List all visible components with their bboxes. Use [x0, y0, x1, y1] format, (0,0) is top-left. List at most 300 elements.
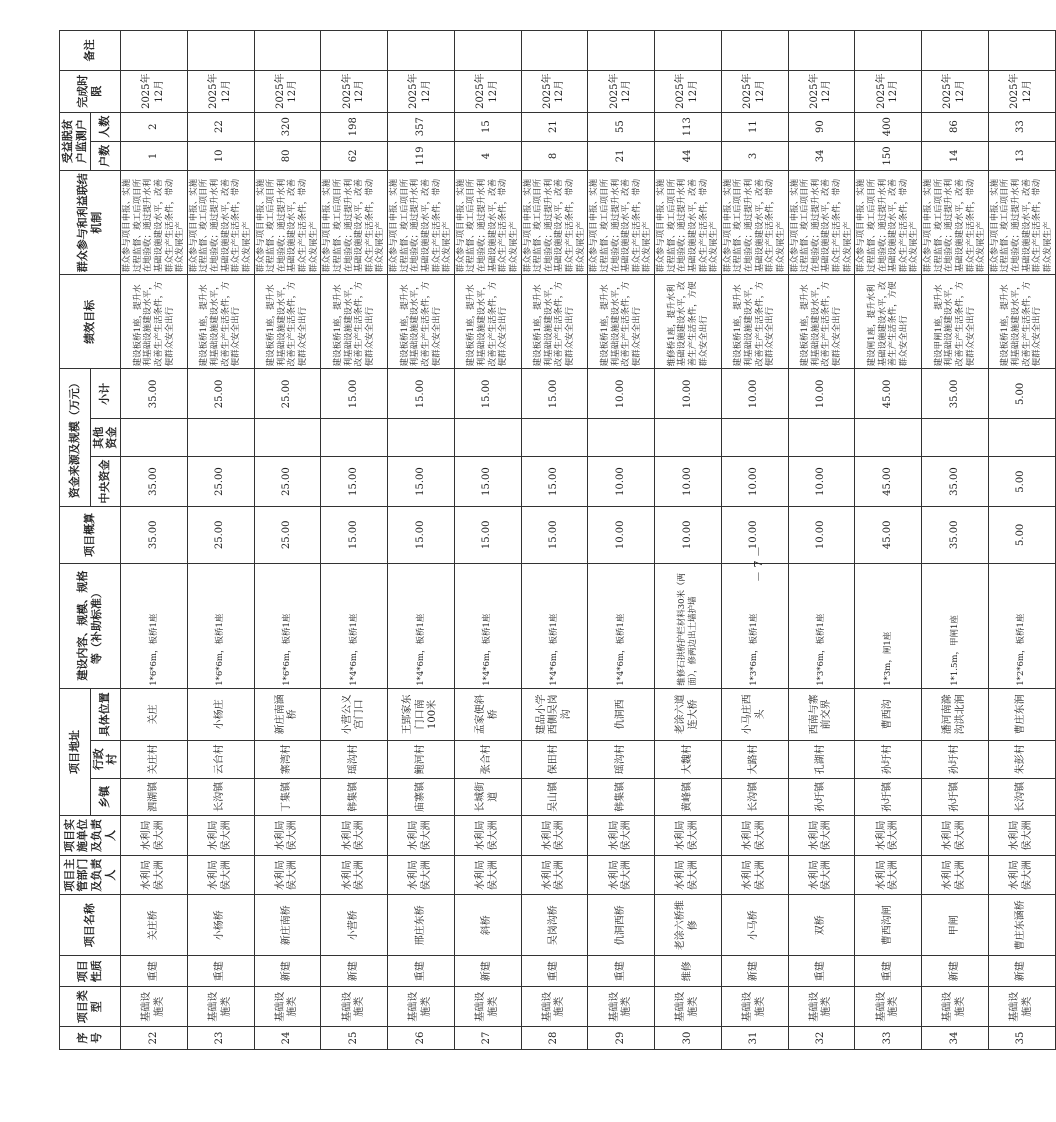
cell-goal: 建设板桥1座，提升水利基础设施建设水平，改善生产生活条件，方便群众安全出行	[988, 275, 1055, 369]
cell-hh: 14	[922, 141, 989, 170]
cell-hh: 80	[254, 141, 321, 170]
cell-deadline: 2025年12月	[521, 70, 588, 112]
table-row	[454, 31, 521, 1050]
header-goal: 绩效目标	[60, 275, 121, 369]
cell-goal: 建设板桥1座，提升水利基础设施建设水平，改善生产生活条件，方便群众安全出行	[187, 275, 254, 369]
cell-site: 仇洞西	[588, 688, 655, 740]
cell-content: 1*6*6m，板桥1座	[121, 563, 188, 688]
cell-other	[988, 419, 1055, 457]
cell-deadline: 2025年12月	[588, 70, 655, 112]
table-row	[855, 31, 922, 1050]
cell-budget: 15.00	[521, 507, 588, 563]
cell-site: 王郢家东门口南100米	[388, 688, 455, 740]
table-row	[187, 31, 254, 1050]
header-town: 乡镇	[90, 778, 121, 816]
header-mechanism: 群众参与和利益联结机制	[60, 171, 121, 275]
cell-subtotal: 10.00	[588, 369, 655, 419]
cell-deadline: 2025年12月	[988, 70, 1055, 112]
cell-subtotal: 45.00	[855, 369, 922, 419]
cell-budget: 10.00	[721, 507, 788, 563]
cell-hh: 21	[588, 141, 655, 170]
cell-central: 15.00	[521, 457, 588, 507]
cell-type: 基础设施类	[254, 987, 321, 1027]
cell-central: 35.00	[922, 457, 989, 507]
cell-site: 小营公义宫门口	[321, 688, 388, 740]
cell-mech: 群众参与项目申报、实施过程监督、竣工后项目所在地验收；通过提升水利基础设施建设水平，改善群众生产生活条件，带动群众发展生产	[121, 171, 188, 275]
cell-remark	[588, 31, 655, 71]
cell-no: 25	[321, 1027, 388, 1050]
cell-village: 孔湖村	[788, 741, 855, 779]
cell-name: 小营桥	[321, 895, 388, 956]
cell-deadline: 2025年12月	[454, 70, 521, 112]
cell-dept: 水利局侯大洲	[521, 855, 588, 895]
cell-content: 1*6*6m，板桥1座	[254, 563, 321, 688]
cell-goal: 建设板桥1座，提升水利基础设施建设水平，改善生产生活条件，方便群众安全出行	[588, 275, 655, 369]
cell-mech: 群众参与项目申报、实施过程监督、竣工后项目所在地验收；通过提升水利基础设施建设水平，改善群众生产生活条件，带动群众发展生产	[855, 171, 922, 275]
cell-type: 基础设施类	[388, 987, 455, 1027]
cell-pp: 22	[187, 112, 254, 141]
cell-content: 1*1.5m，甲闸1座	[922, 563, 989, 688]
cell-town: 韩集镇	[588, 778, 655, 816]
cell-mech: 群众参与项目申报、实施过程监督、竣工后项目所在地验收；通过提升水利基础设施建设水平，改善群众生产生活条件，带动群众发展生产	[588, 171, 655, 275]
cell-budget: 35.00	[922, 507, 989, 563]
cell-central: 10.00	[788, 457, 855, 507]
cell-name: 新庄南桥	[254, 895, 321, 956]
cell-no: 33	[855, 1027, 922, 1050]
cell-remark	[788, 31, 855, 71]
table-row	[655, 31, 722, 1050]
cell-content: 1*3*6m，板桥1座	[788, 563, 855, 688]
cell-pp: 21	[521, 112, 588, 141]
cell-content: 1*4*6m，板桥1座	[521, 563, 588, 688]
cell-town: 长沟镇	[988, 778, 1055, 816]
cell-impl: 水利局侯大洲	[588, 816, 655, 856]
cell-village: 瑶沟村	[321, 741, 388, 779]
cell-remark	[388, 31, 455, 71]
header-site: 具体位置	[90, 688, 121, 740]
cell-type: 基础设施类	[187, 987, 254, 1027]
cell-central: 15.00	[454, 457, 521, 507]
cell-content: 1*4*6m，板桥1座	[388, 563, 455, 688]
cell-name: 曹庄东涵桥	[988, 895, 1055, 956]
cell-name: 老涂六桥维修	[655, 895, 722, 956]
cell-dept: 水利局侯大洲	[721, 855, 788, 895]
cell-other	[855, 419, 922, 457]
cell-nature: 维修	[655, 956, 722, 987]
cell-budget: 5.00	[988, 507, 1055, 563]
cell-town: 泗湖镇	[121, 778, 188, 816]
cell-name: 双桥	[788, 895, 855, 956]
cell-pp: 15	[454, 112, 521, 141]
cell-no: 27	[454, 1027, 521, 1050]
cell-goal: 建设板桥1座，提升水利基础设施建设水平，改善生产生活条件，方便群众安全出行	[454, 275, 521, 369]
cell-remark	[721, 31, 788, 71]
cell-name: 吴岗沟桥	[521, 895, 588, 956]
cell-pp: 86	[922, 112, 989, 141]
cell-other	[521, 419, 588, 457]
cell-hh: 62	[321, 141, 388, 170]
cell-dept: 水利局侯大洲	[855, 855, 922, 895]
header-benefit: 受益脱贫户监测户	[60, 112, 91, 170]
cell-nature: 重建	[521, 956, 588, 987]
cell-dept: 水利局侯大洲	[388, 855, 455, 895]
cell-hh: 8	[521, 141, 588, 170]
cell-nature: 新建	[254, 956, 321, 987]
table-row	[922, 31, 989, 1050]
cell-mech: 群众参与项目申报、实施过程监督、竣工后项目所在地验收；通过提升水利基础设施建设水平，改善群众生产生活条件，带动群众发展生产	[788, 171, 855, 275]
cell-nature: 新建	[988, 956, 1055, 987]
header-households: 户数	[90, 141, 121, 170]
cell-town: 吴山镇	[521, 778, 588, 816]
cell-name: 邢庄东桥	[388, 895, 455, 956]
cell-no: 26	[388, 1027, 455, 1050]
table-row	[321, 31, 388, 1050]
cell-central: 10.00	[655, 457, 722, 507]
cell-remark	[521, 31, 588, 71]
cell-other	[121, 419, 188, 457]
cell-village: 瑶沟村	[588, 741, 655, 779]
cell-central: 15.00	[388, 457, 455, 507]
cell-no: 29	[588, 1027, 655, 1050]
cell-budget: 15.00	[321, 507, 388, 563]
cell-village: 保田村	[521, 741, 588, 779]
cell-goal: 建设板桥1座，提升水利基础设施建设水平，改善生产生活条件，方便群众安全出行	[121, 275, 188, 369]
cell-pp: 90	[788, 112, 855, 141]
cell-mech: 群众参与项目申报、实施过程监督、竣工后项目所在地验收；通过提升水利基础设施建设水平，改善群众生产生活条件，带动群众发展生产	[521, 171, 588, 275]
cell-town: 长沟镇	[721, 778, 788, 816]
cell-village: 关庄村	[121, 741, 188, 779]
cell-no: 31	[721, 1027, 788, 1050]
cell-hh: 119	[388, 141, 455, 170]
cell-type: 基础设施类	[121, 987, 188, 1027]
cell-nature: 重建	[588, 956, 655, 987]
header-subtotal: 小计	[90, 369, 121, 419]
cell-type: 基础设施类	[521, 987, 588, 1027]
cell-type: 基础设施类	[588, 987, 655, 1027]
header-central: 中央资金	[90, 457, 121, 507]
cell-other	[187, 419, 254, 457]
cell-no: 30	[655, 1027, 722, 1050]
table-body	[121, 31, 1056, 1050]
cell-village: 云台村	[187, 741, 254, 779]
cell-town: 庙寨镇	[388, 778, 455, 816]
cell-content: 维修石拱桥护栏材料30米（两面），修两边出土墙护墙	[655, 563, 722, 688]
cell-impl: 水利局侯大洲	[321, 816, 388, 856]
cell-name: 斜桥	[454, 895, 521, 956]
cell-pp: 357	[388, 112, 455, 141]
header-budget: 项目概算	[60, 507, 121, 563]
cell-impl: 水利局侯大洲	[788, 816, 855, 856]
cell-dept: 水利局侯大洲	[655, 855, 722, 895]
cell-remark	[922, 31, 989, 71]
cell-dept: 水利局侯大洲	[922, 855, 989, 895]
cell-dept: 水利局侯大洲	[187, 855, 254, 895]
cell-pp: 320	[254, 112, 321, 141]
cell-content: 1*2*6m，板桥1座	[988, 563, 1055, 688]
cell-deadline: 2025年12月	[855, 70, 922, 112]
header-no: 序号	[60, 1027, 121, 1050]
cell-nature: 新建	[321, 956, 388, 987]
cell-goal: 建设板桥1座，提升水利基础设施建设水平，改善生产生活条件，方便群众安全出行	[521, 275, 588, 369]
cell-site: 孟家便斜桥	[454, 688, 521, 740]
cell-name: 小杨桥	[187, 895, 254, 956]
cell-hh: 34	[788, 141, 855, 170]
cell-no: 32	[788, 1027, 855, 1050]
cell-dept: 水利局侯大洲	[321, 855, 388, 895]
cell-nature: 新建	[922, 956, 989, 987]
cell-village: 孙圩村	[855, 741, 922, 779]
cell-subtotal: 10.00	[788, 369, 855, 419]
cell-site: 老涂六道连大桥	[655, 688, 722, 740]
cell-subtotal: 5.00	[988, 369, 1055, 419]
cell-no: 34	[922, 1027, 989, 1050]
table-row	[588, 31, 655, 1050]
cell-site: 小马庄西头	[721, 688, 788, 740]
cell-deadline: 2025年12月	[187, 70, 254, 112]
cell-budget: 10.00	[588, 507, 655, 563]
cell-hh: 44	[655, 141, 722, 170]
cell-no: 22	[121, 1027, 188, 1050]
cell-name: 曹西沟闸	[855, 895, 922, 956]
header-content: 建设内容、规模、规格等（补助标准）	[60, 563, 121, 688]
cell-village: 大魏村	[655, 741, 722, 779]
header-other: 其他资金	[90, 419, 121, 457]
cell-nature: 新建	[454, 956, 521, 987]
cell-deadline: 2025年12月	[788, 70, 855, 112]
cell-no: 23	[187, 1027, 254, 1050]
cell-site: 曹西沟	[855, 688, 922, 740]
cell-deadline: 2025年12月	[254, 70, 321, 112]
cell-budget: 10.00	[788, 507, 855, 563]
header-location: 项目地址	[60, 688, 91, 815]
cell-deadline: 2025年12月	[721, 70, 788, 112]
header-dept: 项目主管部门及负责人	[60, 855, 121, 895]
cell-town: 孙圩镇	[788, 778, 855, 816]
header-remark: 备注	[60, 31, 121, 71]
cell-remark	[454, 31, 521, 71]
cell-impl: 水利局侯大洲	[454, 816, 521, 856]
cell-subtotal: 15.00	[454, 369, 521, 419]
cell-other	[388, 419, 455, 457]
cell-pp: 11	[721, 112, 788, 141]
cell-site: 西南与寨前交界	[788, 688, 855, 740]
cell-pp: 198	[321, 112, 388, 141]
cell-type: 基础设施类	[855, 987, 922, 1027]
cell-hh: 10	[187, 141, 254, 170]
cell-pp: 33	[988, 112, 1055, 141]
cell-village: 朱彭村	[988, 741, 1055, 779]
cell-deadline: 2025年12月	[388, 70, 455, 112]
cell-budget: 35.00	[121, 507, 188, 563]
cell-name: 甲闸	[922, 895, 989, 956]
cell-central: 15.00	[321, 457, 388, 507]
cell-goal: 建设板桥1座，提升水利基础设施建设水平，改善生产生活条件，方便群众安全出行	[321, 275, 388, 369]
cell-site: 建品小学西侧吴岗沟	[521, 688, 588, 740]
cell-budget: 25.00	[254, 507, 321, 563]
table-row	[521, 31, 588, 1050]
cell-site: 潘河南滁沟洪北涧	[922, 688, 989, 740]
cell-subtotal: 10.00	[655, 369, 722, 419]
cell-site: 关庄	[121, 688, 188, 740]
cell-nature: 重建	[855, 956, 922, 987]
cell-mech: 群众参与项目申报、实施过程监督、竣工后项目所在地验收；通过提升水利基础设施建设水平，改善群众生产生活条件，带动群众发展生产	[187, 171, 254, 275]
cell-other	[588, 419, 655, 457]
cell-budget: 10.00	[655, 507, 722, 563]
cell-site: 小杨庄	[187, 688, 254, 740]
cell-goal: 建设闸1座，提升水利基础设施建设水平，改善生产生活条件，方便群众安全出行	[855, 275, 922, 369]
cell-impl: 水利局侯大洲	[922, 816, 989, 856]
cell-central: 10.00	[588, 457, 655, 507]
cell-goal: 建设板桥1座，提升水利基础设施建设水平，改善生产生活条件，方便群众安全出行	[254, 275, 321, 369]
project-table	[59, 30, 1056, 1050]
cell-impl: 水利局侯大洲	[655, 816, 722, 856]
table-row	[388, 31, 455, 1050]
cell-type: 基础设施类	[454, 987, 521, 1027]
table-row	[121, 31, 188, 1050]
cell-mech: 群众参与项目申报、实施过程监督、竣工后项目所在地验收；通过提升水利基础设施建设水平，改善群众生产生活条件，带动群众发展生产	[988, 171, 1055, 275]
cell-mech: 群众参与项目申报、实施过程监督、竣工后项目所在地验收；通过提升水利基础设施建设水平，改善群众生产生活条件，带动群众发展生产	[721, 171, 788, 275]
cell-content: 1*6*6m，板桥1座	[187, 563, 254, 688]
cell-deadline: 2025年12月	[655, 70, 722, 112]
cell-dept: 水利局侯大洲	[588, 855, 655, 895]
cell-central: 25.00	[187, 457, 254, 507]
cell-mech: 群众参与项目申报、实施过程监督、竣工后项目所在地验收；通过提升水利基础设施建设水平，改善群众生产生活条件，带动群众发展生产	[321, 171, 388, 275]
cell-impl: 水利局侯大洲	[988, 816, 1055, 856]
cell-deadline: 2025年12月	[922, 70, 989, 112]
cell-deadline: 2025年12月	[321, 70, 388, 112]
cell-mech: 群众参与项目申报、实施过程监督、竣工后项目所在地验收；通过提升水利基础设施建设水平，改善群众生产生活条件，带动群众发展生产	[254, 171, 321, 275]
cell-goal: 建设板桥1座，提升水利基础设施建设水平，改善生产生活条件，方便群众安全出行	[721, 275, 788, 369]
cell-budget: 25.00	[187, 507, 254, 563]
header-deadline: 完成时限	[60, 70, 121, 112]
cell-nature: 重建	[388, 956, 455, 987]
cell-other	[454, 419, 521, 457]
cell-subtotal: 25.00	[187, 369, 254, 419]
cell-budget: 15.00	[388, 507, 455, 563]
cell-type: 基础设施类	[321, 987, 388, 1027]
cell-no: 28	[521, 1027, 588, 1050]
cell-remark	[321, 31, 388, 71]
cell-pp: 2	[121, 112, 188, 141]
cell-goal: 维修桥1座，提升水利基础设施建设水平，改善生产生活条件，方便群众安全出行	[655, 275, 722, 369]
cell-subtotal: 35.00	[121, 369, 188, 419]
header-impl: 项目实施单位及负责人	[60, 816, 121, 856]
cell-content: 1*4*6m，板桥1座	[454, 563, 521, 688]
cell-hh: 1	[121, 141, 188, 170]
cell-other	[321, 419, 388, 457]
cell-subtotal: 25.00	[254, 369, 321, 419]
cell-town: 韩集镇	[321, 778, 388, 816]
cell-content: 1*3m，闸1座	[855, 563, 922, 688]
header-type: 项目类型	[60, 987, 121, 1027]
cell-goal: 建设板桥1座，提升水利基础设施建设水平，改善生产生活条件，方便群众安全出行	[788, 275, 855, 369]
cell-site: 曹庄东涧	[988, 688, 1055, 740]
cell-remark	[655, 31, 722, 71]
cell-name: 仇洞西桥	[588, 895, 655, 956]
cell-other	[254, 419, 321, 457]
cell-other	[922, 419, 989, 457]
cell-subtotal: 15.00	[321, 369, 388, 419]
cell-content: 1*4*6m，板桥1座	[321, 563, 388, 688]
table-row	[988, 31, 1055, 1050]
cell-no: 35	[988, 1027, 1055, 1050]
cell-name: 小马桥	[721, 895, 788, 956]
header-funds: 资金来源及规模（万元）	[60, 369, 91, 507]
cell-other	[788, 419, 855, 457]
cell-no: 24	[254, 1027, 321, 1050]
cell-impl: 水利局侯大洲	[855, 816, 922, 856]
cell-village: 大路村	[721, 741, 788, 779]
cell-hh: 3	[721, 141, 788, 170]
table-row	[254, 31, 321, 1050]
cell-village: 张合村	[454, 741, 521, 779]
cell-central: 25.00	[254, 457, 321, 507]
cell-remark	[855, 31, 922, 71]
cell-remark	[254, 31, 321, 71]
cell-content: 1*3*6m，板桥1座	[721, 563, 788, 688]
cell-other	[721, 419, 788, 457]
cell-dept: 水利局侯大洲	[788, 855, 855, 895]
cell-type: 基础设施类	[988, 987, 1055, 1027]
cell-content: 1*4*6m，板桥1座	[588, 563, 655, 688]
cell-central: 5.00	[988, 457, 1055, 507]
cell-goal: 建设甲闸1座，提升水利基础设施建设水平，改善生产生活条件，方便群众安全出行	[922, 275, 989, 369]
cell-site: 新庄南涵桥	[254, 688, 321, 740]
table-row	[788, 31, 855, 1050]
cell-dept: 水利局侯大洲	[121, 855, 188, 895]
header-people: 人数	[90, 112, 121, 141]
cell-name: 关庄桥	[121, 895, 188, 956]
cell-nature: 新建	[721, 956, 788, 987]
cell-town: 长城街道	[454, 778, 521, 816]
cell-impl: 水利局侯大洲	[187, 816, 254, 856]
cell-pp: 113	[655, 112, 722, 141]
header-name: 项目名称	[60, 895, 121, 956]
cell-pp: 55	[588, 112, 655, 141]
header-nature: 项目性质	[60, 956, 121, 987]
cell-deadline: 2025年12月	[121, 70, 188, 112]
cell-central: 45.00	[855, 457, 922, 507]
cell-nature: 重建	[187, 956, 254, 987]
table-row	[721, 31, 788, 1050]
cell-village: 寨湾村	[254, 741, 321, 779]
cell-mech: 群众参与项目申报、实施过程监督、竣工后项目所在地验收；通过提升水利基础设施建设水平，改善群众生产生活条件，带动群众发展生产	[655, 171, 722, 275]
cell-village: 鲍河村	[388, 741, 455, 779]
cell-town: 长沟镇	[187, 778, 254, 816]
cell-subtotal: 15.00	[388, 369, 455, 419]
cell-mech: 群众参与项目申报、实施过程监督、竣工后项目所在地验收；通过提升水利基础设施建设水平，改善群众生产生活条件，带动群众发展生产	[388, 171, 455, 275]
cell-town: 孙圩镇	[922, 778, 989, 816]
cell-nature: 重建	[788, 956, 855, 987]
cell-town: 黄峰镇	[655, 778, 722, 816]
cell-hh: 4	[454, 141, 521, 170]
page-number: － 7 －	[752, 546, 765, 582]
cell-budget: 15.00	[454, 507, 521, 563]
cell-remark	[187, 31, 254, 71]
cell-subtotal: 15.00	[521, 369, 588, 419]
header-village: 行政村	[90, 741, 121, 779]
cell-budget: 45.00	[855, 507, 922, 563]
cell-goal: 建设板桥1座，提升水利基础设施建设水平，改善生产生活条件，方便群众安全出行	[388, 275, 455, 369]
cell-subtotal: 35.00	[922, 369, 989, 419]
cell-dept: 水利局侯大洲	[454, 855, 521, 895]
cell-hh: 13	[988, 141, 1055, 170]
cell-type: 基础设施类	[788, 987, 855, 1027]
cell-dept: 水利局侯大洲	[988, 855, 1055, 895]
cell-other	[655, 419, 722, 457]
cell-impl: 水利局侯大洲	[721, 816, 788, 856]
cell-mech: 群众参与项目申报、实施过程监督、竣工后项目所在地验收；通过提升水利基础设施建设水平，改善群众生产生活条件，带动群众发展生产	[454, 171, 521, 275]
